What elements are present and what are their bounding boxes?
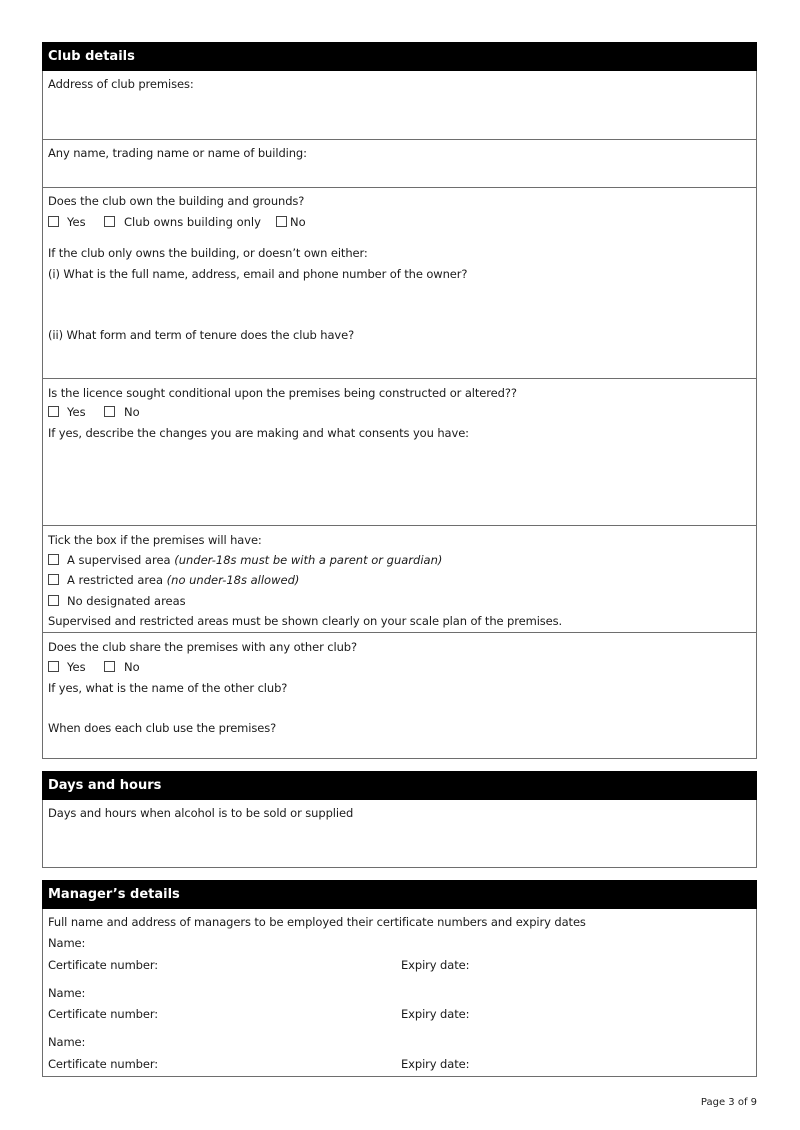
restricted-area-checkbox[interactable]	[48, 574, 59, 585]
conditional-question: Is the licence sought conditional upon the premises being constructed or altered??	[48, 386, 517, 400]
days-hours-field[interactable]	[42, 800, 757, 868]
conditional-group	[43, 378, 756, 525]
ownership-question: Does the club own the building and grounds?	[48, 194, 305, 208]
conditional-yes-checkbox[interactable]	[48, 406, 59, 417]
ownership-no-checkbox[interactable]	[276, 216, 287, 227]
sharing-question: Does the club share the premises with any other club?	[48, 640, 357, 654]
managers-section	[42, 880, 757, 1077]
ownership-followup-intro: If the club only owns the building, or doesn’t own either:	[48, 246, 368, 260]
manager-3-expiry-field[interactable]: Expiry date:	[401, 1057, 470, 1071]
sharing-yes-checkbox[interactable]	[48, 661, 59, 672]
areas-footnote: Supervised and restricted areas must be shown clearly on your scale plan of the premises.	[48, 614, 563, 628]
club-usage-question[interactable]: When does each club use the premises?	[48, 721, 277, 735]
sharing-no-label: No	[124, 660, 140, 674]
manager-3-name-field[interactable]: Name:	[48, 1035, 86, 1049]
days-hours-section	[42, 771, 757, 868]
section-title: Manager’s details	[42, 880, 757, 909]
areas-group	[43, 525, 756, 632]
supervised-area-label: A supervised area (under-18s must be with a parent or guardian)	[67, 553, 443, 567]
ownership-yes-label: Yes	[67, 215, 86, 229]
ownership-building-only-label: Club owns building only	[124, 215, 261, 229]
club-details-section	[42, 42, 757, 759]
building-name-label: Any name, trading name or name of building:	[48, 146, 307, 160]
ownership-building-only-checkbox[interactable]	[104, 216, 115, 227]
no-designated-areas-checkbox[interactable]	[48, 595, 59, 606]
manager-3-certificate-field[interactable]: Certificate number:	[48, 1057, 159, 1071]
manager-2-certificate-field[interactable]: Certificate number:	[48, 1007, 159, 1021]
sharing-no-checkbox[interactable]	[104, 661, 115, 672]
managers-box	[42, 909, 757, 1077]
tenure-question[interactable]: (ii) What form and term of tenure does the club have?	[48, 328, 355, 342]
manager-1-expiry-field[interactable]: Expiry date:	[401, 958, 470, 972]
manager-1-name-field[interactable]: Name:	[48, 936, 86, 950]
sharing-group	[43, 632, 756, 758]
sharing-yes-label: Yes	[67, 660, 86, 674]
ownership-no-label: No	[290, 215, 306, 229]
supervised-area-checkbox[interactable]	[48, 554, 59, 565]
club-details-box	[42, 71, 757, 759]
areas-intro: Tick the box if the premises will have:	[48, 533, 262, 547]
address-label: Address of club premises:	[48, 77, 194, 91]
conditional-yes-label: Yes	[67, 405, 86, 419]
days-hours-label: Days and hours when alcohol is to be sold or supplied	[48, 806, 354, 820]
managers-intro: Full name and address of managers to be employed their certificate numbers and expiry dates	[48, 915, 586, 929]
ownership-yes-checkbox[interactable]	[48, 216, 59, 227]
conditional-no-label: No	[124, 405, 140, 419]
address-field[interactable]	[43, 71, 756, 139]
conditional-followup[interactable]: If yes, describe the changes you are making and what consents you have:	[48, 426, 469, 440]
ownership-group	[43, 187, 756, 378]
restricted-area-label: A restricted area (no under-18s allowed)	[67, 573, 300, 587]
page-number: Page 3 of 9	[700, 1097, 757, 1108]
manager-2-name-field[interactable]: Name:	[48, 986, 86, 1000]
section-title: Club details	[42, 42, 757, 71]
manager-1-certificate-field[interactable]: Certificate number:	[48, 958, 159, 972]
no-designated-areas-label: No designated areas	[67, 594, 186, 608]
manager-2-expiry-field[interactable]: Expiry date:	[401, 1007, 470, 1021]
building-name-field[interactable]	[43, 139, 756, 187]
owner-question[interactable]: (i) What is the full name, address, email and phone number of the owner?	[48, 267, 468, 281]
conditional-no-checkbox[interactable]	[104, 406, 115, 417]
other-club-name-question[interactable]: If yes, what is the name of the other club?	[48, 681, 288, 695]
section-title: Days and hours	[42, 771, 757, 800]
